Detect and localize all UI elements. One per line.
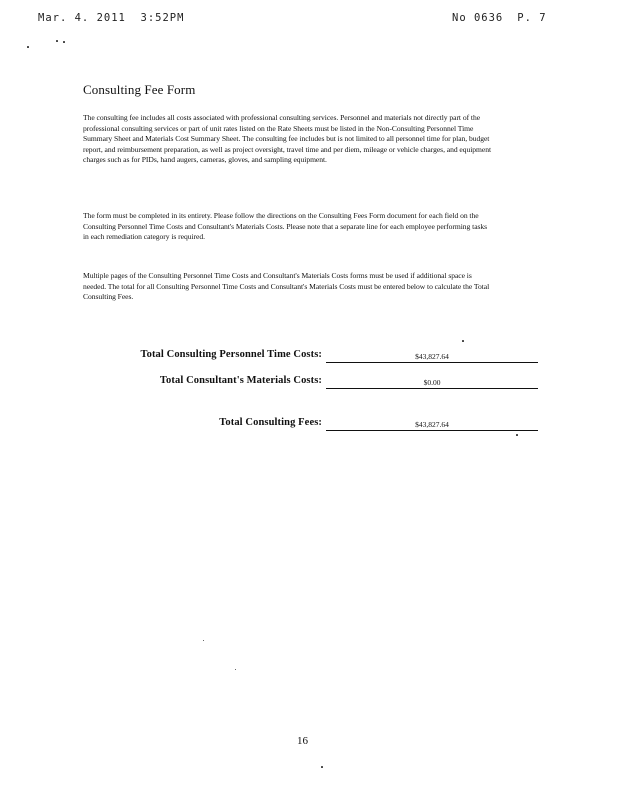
- materials-costs-field[interactable]: [326, 374, 538, 389]
- fax-time: 3:52PM: [140, 12, 185, 24]
- fax-timestamp: [38, 12, 184, 24]
- page-number: 16: [297, 735, 308, 747]
- scan-speck: [321, 766, 323, 768]
- materials-costs-row: [0, 369, 619, 389]
- personnel-costs-value: $43,827.64: [415, 352, 449, 361]
- scan-speck: [56, 40, 58, 42]
- total-fees-row: [0, 411, 619, 431]
- personnel-costs-label: Total Consulting Personnel Time Costs:: [140, 349, 322, 360]
- instructions-paragraph: The form must be completed in its entirety. Please follow the directions on the Consulting Fees Form document for each field on the Consulting Personnel Time Costs and Consultant's Materials Costs. Please note that a separate line for each employee performing tasks in each remediation category is required.: [83, 211, 488, 242]
- fax-header: [0, 12, 619, 28]
- fax-number: No 0636: [452, 12, 504, 24]
- form-title: Consulting Fee Form: [83, 82, 196, 97]
- scan-speck: [63, 41, 65, 43]
- total-fees-label: Total Consulting Fees:: [219, 417, 322, 428]
- scan-speck: [27, 46, 29, 48]
- scan-speck: [516, 434, 518, 436]
- fax-date: Mar. 4. 2011: [38, 12, 126, 24]
- materials-costs-value: $0.00: [423, 378, 441, 387]
- personnel-costs-field[interactable]: [326, 348, 538, 363]
- total-fees-value: $43,827.64: [415, 420, 449, 429]
- total-fees-field[interactable]: [326, 416, 538, 431]
- personnel-costs-row: [0, 343, 619, 363]
- scan-speck: [235, 669, 236, 670]
- fax-page-info: [452, 12, 561, 24]
- scan-speck: [203, 640, 204, 641]
- scan-speck: [462, 340, 464, 342]
- fax-page: P. 7: [517, 12, 547, 24]
- materials-costs-label: Total Consultant's Materials Costs:: [159, 375, 322, 386]
- intro-paragraph: The consulting fee includes all costs associated with professional consulting services. Personnel and materials not directly part of the professional consulting services or part of unit rates listed on the Rate Sheets must be listed in the Non-Consulting Personnel Time Summary Sheet and Materials Cost Summary Sheet. The consulting fee includes but is not limited to all personnel time for plan, budget report, and reimbursement preparation, as well as project oversight, travel time and per diem, mileage or vehicle charges, and equipment charges such as for PIDs, hand augers, cameras, gloves, and sampling equipment.: [83, 113, 492, 165]
- additional-pages-paragraph: Multiple pages of the Consulting Personnel Time Costs and Consultant's Materials Costs forms must be used if additional space is needed. The total for all Consulting Personnel Time Costs and Consultant's Materials Costs must be entered below to calculate the Total Consulting Fees.: [83, 271, 490, 302]
